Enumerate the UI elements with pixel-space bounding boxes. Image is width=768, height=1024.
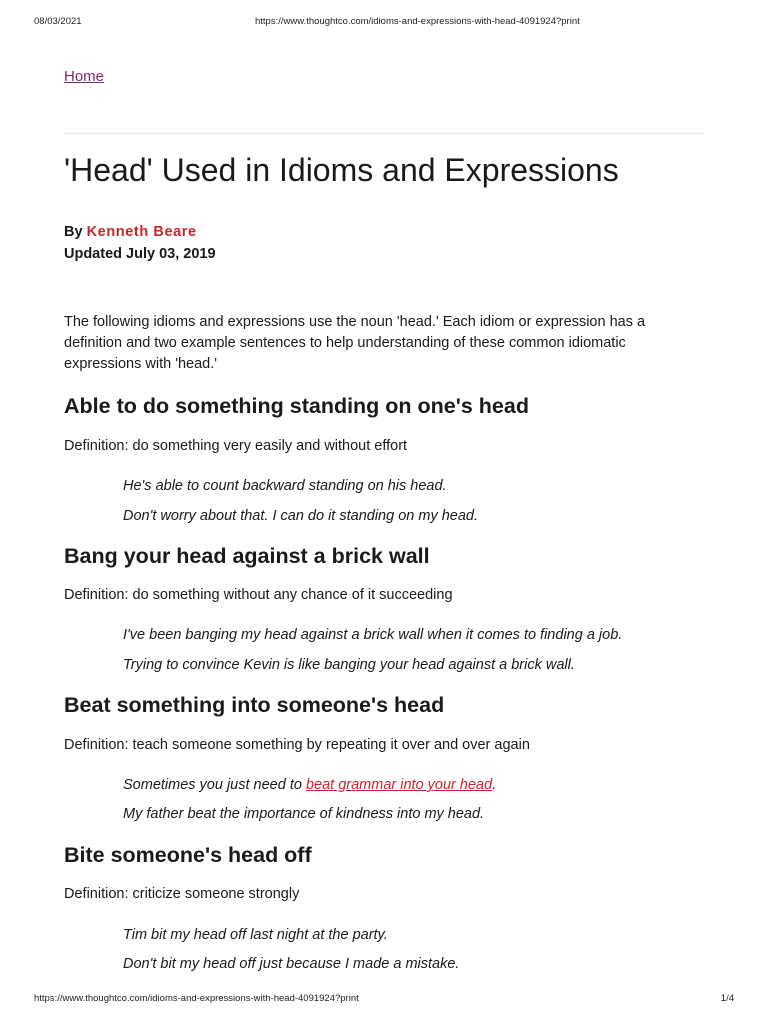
grammar-link[interactable]: beat grammar into your head: [305, 777, 493, 793]
example-text: Sometimes you just need to: [123, 777, 306, 793]
updated-date: Updated July 03, 2019: [64, 246, 216, 262]
print-date: 08/03/2021: [34, 16, 82, 27]
print-footer-url: https://www.thoughtco.com/idioms-and-expressions-with-head-4091924?print: [34, 993, 359, 1004]
divider: [64, 133, 705, 134]
example-sentence: My father beat the importance of kindness into my head.: [123, 806, 485, 822]
idiom-definition: Definition: do something without any chance of it succeeding: [64, 587, 453, 603]
intro-paragraph: The following idioms and expressions use the noun 'head.' Each idiom or expression has a definition and two example sentences to help understanding of these common idiomatic expressions with 'head.': [64, 314, 646, 372]
author-link[interactable]: Kenneth Beare: [86, 224, 197, 240]
example-sentence: He's able to count backward standing on his head.: [123, 478, 447, 494]
example-sentence: I've been banging my head against a brick wall when it comes to finding a job.: [123, 627, 623, 643]
print-url: https://www.thoughtco.com/idioms-and-expressions-with-head-4091924?print: [255, 16, 580, 27]
example-text: .: [492, 777, 497, 793]
idiom-definition: Definition: criticize someone strongly: [64, 886, 300, 902]
idiom-heading: Able to do something standing on one's head: [64, 394, 529, 418]
example-sentence: Don't worry about that. I can do it standing on my head.: [123, 508, 479, 524]
example-sentence: [123, 776, 496, 794]
idiom-definition: Definition: teach someone something by repeating it over and over again: [64, 737, 530, 753]
by-label: By: [64, 224, 83, 240]
page-number: 1/4: [720, 993, 734, 1004]
example-sentence: Don't bit my head off just because I made a mistake.: [123, 956, 460, 972]
print-header: [0, 16, 768, 30]
idiom-definition: Definition: do something very easily and without effort: [64, 438, 408, 454]
idiom-heading: Bang your head against a brick wall: [64, 544, 430, 568]
breadcrumb-home-link[interactable]: Home: [64, 68, 105, 85]
example-sentence: Tim bit my head off last night at the party.: [123, 927, 388, 943]
idiom-heading: Beat something into someone's head: [64, 693, 445, 717]
example-sentence: Trying to convince Kevin is like banging your head against a brick wall.: [123, 657, 575, 673]
idiom-heading: Bite someone's head off: [64, 843, 312, 867]
page-title: 'Head' Used in Idioms and Expressions: [64, 152, 619, 188]
byline: [64, 223, 197, 241]
print-footer: [0, 993, 768, 1007]
